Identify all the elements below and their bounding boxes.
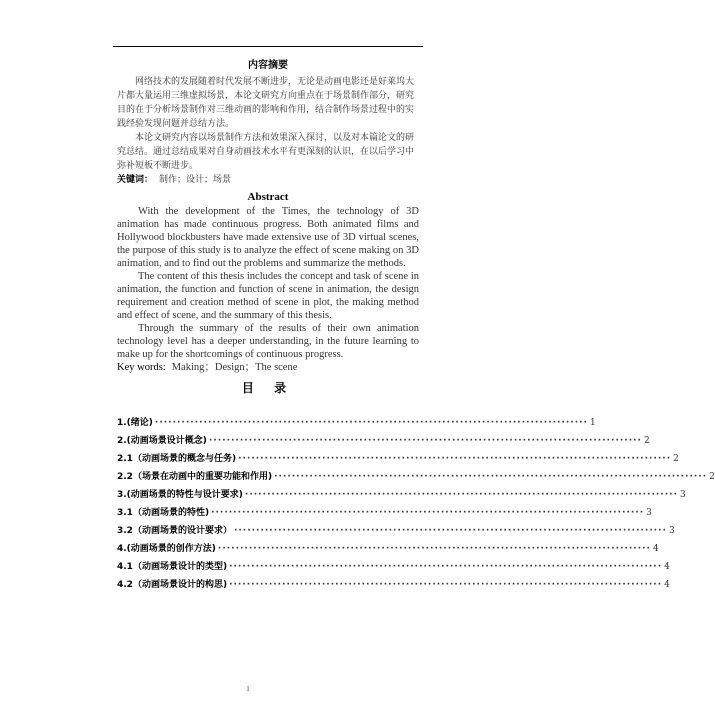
- toc-entry-page: 4: [664, 562, 670, 572]
- toc-entry-label: 4.1（动画场景设计的类型): [117, 562, 228, 572]
- toc-entry-page: 2: [643, 436, 650, 446]
- toc-leader-dots: ··································································································: [274, 472, 708, 482]
- abstract-cn-paragraph-2: 本论文研究内容以场景制作方法和效果深入探讨，以及对本篇论文的研究总结。通过总结成果对自身动画技术水平有更深刻的认识，在以后学习中弥补短板不断进步。: [117, 133, 415, 171]
- toc-entry-page: 2: [673, 454, 679, 464]
- toc-entry-label: 3.2（动画场景的设计要求）: [117, 526, 232, 536]
- toc-entry[interactable]: [117, 576, 670, 594]
- toc-entry[interactable]: [117, 432, 650, 450]
- table-of-contents: [117, 414, 715, 594]
- toc-entry-label: 2.2（场景在动画中的重要功能和作用): [117, 472, 273, 482]
- toc-leader-dots: ··································································································: [217, 544, 651, 554]
- keywords-cn-label: 关键词：: [117, 175, 154, 185]
- toc-leader-dots: ··································································································: [229, 562, 663, 572]
- toc-leader-dots: ··································································································: [154, 418, 588, 428]
- header-rule: [113, 46, 423, 47]
- toc-entry[interactable]: [117, 558, 670, 576]
- keywords-en-values: Making；Design；The scene: [171, 362, 298, 373]
- abstract-en-paragraph-1: With the development of the Times, the technology of 3D animation has made continuous progress. Both animated films and Hollywood blockbusters have made extensive use of 3D virtual scenes, the purpose of this study is to analyze the effect of scene making on 3D animation, and to find out the problems and summarize the methods.: [117, 206, 419, 269]
- toc-leader-dots: ··································································································: [244, 490, 678, 500]
- toc-entry-page: 3: [679, 490, 686, 500]
- toc-entry-label: 1.(绪论): [117, 418, 153, 428]
- toc-entry-page: 4: [664, 580, 670, 590]
- abstract-en-title: Abstract: [247, 191, 289, 203]
- page-number: 1: [246, 685, 250, 693]
- toc-entry-label: 4.2（动画场景设计的构思): [117, 580, 228, 590]
- document-page: [117, 56, 715, 594]
- toc-leader-dots: ··································································································: [208, 436, 642, 446]
- toc-entry[interactable]: [117, 414, 596, 432]
- toc-leader-dots: ··································································································: [211, 508, 645, 518]
- toc-entry[interactable]: [117, 468, 715, 486]
- toc-entry-page: 2: [709, 472, 715, 482]
- toc-entry-page: 1: [589, 418, 596, 428]
- keywords-cn-values: 制作；设计；场景: [159, 175, 232, 185]
- keywords-en: [117, 361, 419, 375]
- abstract-en-paragraph-3: Through the summary of the results of their own animation technology level has a deeper understanding, in the future learning to make up for the shortcomings of continuous progress.: [117, 323, 419, 360]
- toc-entry-page: 3: [646, 508, 652, 518]
- toc-leader-dots: ··································································································: [233, 526, 668, 536]
- toc-entry[interactable]: [117, 540, 659, 558]
- toc-leader-dots: ··································································································: [238, 454, 672, 464]
- toc-title: 目 录: [241, 381, 295, 395]
- toc-entry-label: 2.(动画场景设计概念): [117, 436, 207, 446]
- toc-entry-label: 3.(动画场景的特性与设计要求): [117, 490, 243, 500]
- toc-entry-label: 2.1（动画场景的概念与任务): [117, 454, 237, 464]
- abstract-en-paragraph-2: The content of this thesis includes the concept and task of scene in animation, the function and function of scene in animation, the design requirement and creation method of scene in plot, the making method and effect of scene, and the summary of this thesis.: [117, 271, 419, 321]
- toc-entry-label: 3.1（动画场景的特性): [117, 508, 210, 518]
- toc-entry-page: 4: [652, 544, 659, 554]
- toc-entry-label: 4.(动画场景的创作方法): [117, 544, 216, 554]
- toc-entry[interactable]: [117, 486, 686, 504]
- abstract-cn-paragraph-1: 网络技术的发展随着时代发展不断进步，无论是动画电影还是好莱坞大片都大量运用三维虚拟场景，本论文研究方向重点在于场景制作部分，研究目的在于分析场景制作对三维动画的影响和作用，结合制作场景过程中的实践经验发现问题并总结方法。: [117, 77, 415, 129]
- toc-entry[interactable]: [117, 504, 652, 522]
- keywords-en-label: Key words:: [117, 362, 166, 373]
- abstract-cn-title: 内容摘要: [248, 60, 288, 71]
- toc-entry-page: 3: [669, 526, 675, 536]
- toc-leader-dots: ··································································································: [229, 580, 663, 590]
- toc-entry[interactable]: [117, 450, 679, 468]
- keywords-cn: [117, 173, 419, 187]
- toc-entry[interactable]: [117, 522, 675, 540]
